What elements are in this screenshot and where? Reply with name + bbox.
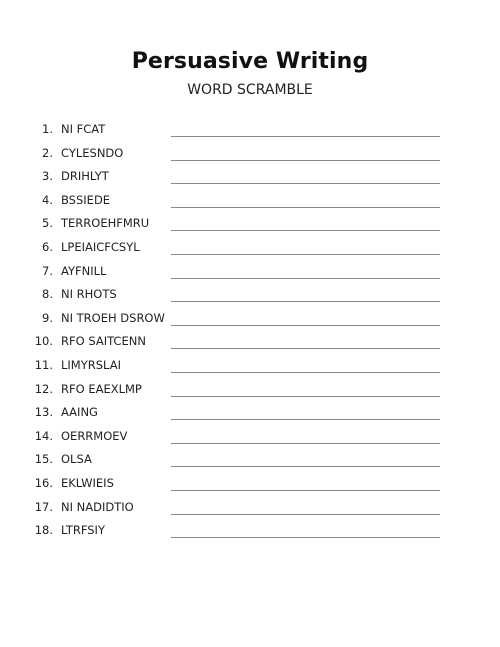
scrambled-word: DRIHLYT bbox=[61, 169, 109, 184]
item-number: 4. bbox=[42, 192, 53, 207]
scrambled-word: LIMYRSLAI bbox=[61, 357, 121, 372]
scramble-item bbox=[0, 401, 500, 425]
scrambled-word: LPEIAICFCSYL bbox=[61, 239, 140, 254]
answer-line bbox=[171, 466, 440, 467]
answer-line bbox=[171, 348, 440, 349]
scrambled-word: NI TROEH DSROW bbox=[61, 310, 165, 325]
scrambled-word: RFO SAITCENN bbox=[61, 334, 146, 349]
scramble-item bbox=[0, 425, 500, 449]
answer-line bbox=[171, 136, 440, 137]
scramble-item bbox=[0, 519, 500, 543]
scramble-item bbox=[0, 142, 500, 166]
scramble-item bbox=[0, 448, 500, 472]
answer-line bbox=[171, 254, 440, 255]
scrambled-word: LTRFSIY bbox=[61, 523, 105, 538]
item-number: 8. bbox=[42, 287, 53, 302]
scrambled-word: NI FCAT bbox=[61, 122, 106, 136]
item-number: 1. bbox=[42, 122, 53, 136]
item-number: 18. bbox=[34, 523, 53, 538]
scramble-item bbox=[0, 496, 500, 520]
item-number: 11. bbox=[34, 357, 53, 372]
scramble-item bbox=[0, 378, 500, 402]
answer-line bbox=[171, 419, 440, 420]
scramble-item bbox=[0, 165, 500, 189]
item-number: 17. bbox=[34, 499, 53, 514]
answer-line bbox=[171, 183, 440, 184]
answer-line bbox=[171, 537, 440, 538]
scramble-item bbox=[0, 472, 500, 496]
answer-line bbox=[171, 325, 440, 326]
answer-line bbox=[171, 160, 440, 161]
scramble-list bbox=[0, 118, 500, 543]
item-number: 16. bbox=[34, 475, 53, 490]
answer-line bbox=[171, 207, 440, 208]
scramble-item bbox=[0, 307, 500, 331]
scramble-item bbox=[0, 189, 500, 213]
scramble-item bbox=[0, 118, 500, 142]
scramble-item bbox=[0, 354, 500, 378]
scramble-item bbox=[0, 260, 500, 284]
scramble-item bbox=[0, 330, 500, 354]
scramble-item bbox=[0, 212, 500, 236]
scrambled-word: TERROEHFMRU bbox=[61, 216, 150, 231]
item-number: 6. bbox=[42, 239, 53, 254]
item-number: 14. bbox=[34, 428, 53, 443]
scrambled-word: AAING bbox=[61, 405, 98, 420]
worksheet-subtitle: WORD SCRAMBLE bbox=[187, 82, 313, 98]
item-number: 12. bbox=[34, 381, 53, 396]
answer-line bbox=[171, 278, 440, 279]
scrambled-word: NI NADIDTIO bbox=[61, 499, 134, 514]
scrambled-word: OERRMOEV bbox=[61, 428, 128, 443]
answer-line bbox=[171, 230, 440, 231]
scrambled-word: OLSA bbox=[61, 452, 92, 467]
answer-line bbox=[171, 301, 440, 302]
item-number: 3. bbox=[42, 169, 53, 184]
answer-line bbox=[171, 372, 440, 373]
scrambled-word: CYLESNDO bbox=[61, 145, 124, 160]
answer-line bbox=[171, 396, 440, 397]
scramble-item bbox=[0, 283, 500, 307]
answer-line bbox=[171, 443, 440, 444]
item-number: 5. bbox=[42, 216, 53, 231]
scrambled-word: NI RHOTS bbox=[61, 287, 117, 302]
scrambled-word: BSSIEDE bbox=[61, 192, 111, 207]
answer-line bbox=[171, 490, 440, 491]
item-number: 9. bbox=[42, 310, 53, 325]
item-number: 7. bbox=[42, 263, 53, 278]
scrambled-word: EKLWIEIS bbox=[61, 475, 114, 490]
item-number: 13. bbox=[34, 405, 53, 420]
scrambled-word: RFO EAEXLMP bbox=[61, 381, 142, 396]
worksheet-title: Persuasive Writing bbox=[131, 49, 369, 74]
item-number: 2. bbox=[42, 145, 53, 160]
item-number: 10. bbox=[34, 334, 53, 349]
scramble-item bbox=[0, 236, 500, 260]
scrambled-word: AYFNILL bbox=[61, 263, 107, 278]
answer-line bbox=[171, 514, 440, 515]
item-number: 15. bbox=[34, 452, 53, 467]
